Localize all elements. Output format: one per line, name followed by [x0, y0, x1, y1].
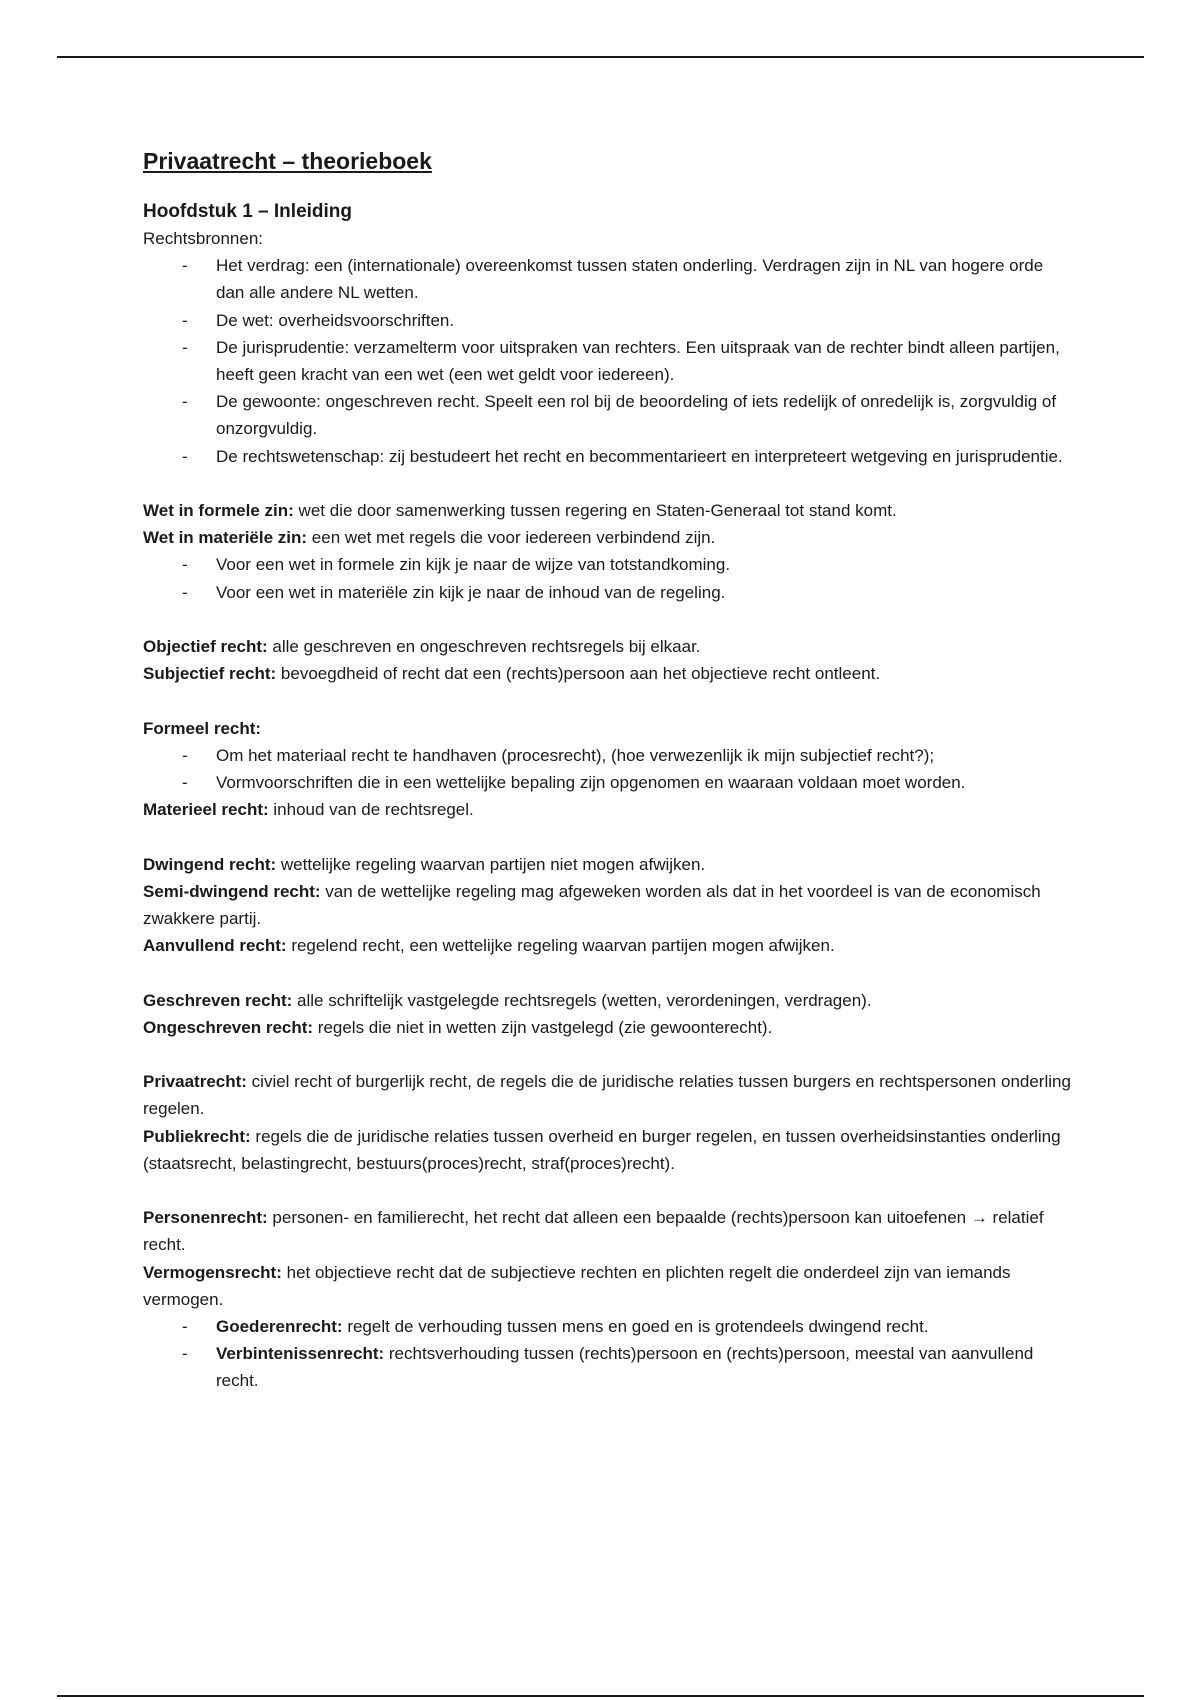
definition-publiekrecht: [143, 1123, 1073, 1177]
definition-dwingend-recht: [143, 851, 1073, 878]
list-item: - De gewoonte: ongeschreven recht. Speelt een rol bij de beoordeling of iets redelijk of onredelijk is, zorgvuldig of onzorgvuldig.: [216, 388, 1073, 442]
term-text: alle geschreven en ongeschreven rechtsregels bij elkaar.: [267, 637, 701, 657]
definition-geschreven-recht: [143, 987, 1073, 1014]
term-text: rechtsverhouding tussen (rechts)persoon en (rechts)persoon, meestal van aanvullend recht.: [216, 1344, 1034, 1391]
list-item: [216, 1313, 1073, 1340]
term-label: Geschreven recht:: [143, 990, 293, 1010]
definition-wet-formeel: [143, 497, 1073, 524]
definition-ongeschreven-recht: [143, 1014, 1073, 1041]
definition-privaatrecht: [143, 1068, 1073, 1122]
term-label: Dwingend recht:: [143, 854, 277, 874]
sources-list: [143, 252, 1073, 470]
term-label: Wet in formele zin:: [143, 501, 294, 521]
definition-materieel-recht: [143, 796, 1073, 823]
formeel-list: [143, 742, 1073, 796]
term-text: regels die niet in wetten zijn vastgelegd (zie gewoonterecht).: [313, 1017, 773, 1037]
list-item: - De jurisprudentie: verzamelterm voor uitspraken van rechters. Een uitspraak van de rechter bindt alleen partijen, heeft geen kracht van een wet (een wet geldt voor iedereen).: [216, 334, 1073, 388]
sources-heading: Rechtsbronnen:: [143, 229, 264, 248]
term-text: regelt de verhouding tussen mens en goed en is grotendeels dwingend recht.: [342, 1317, 929, 1337]
term-text: civiel recht of burgerlijk recht, de regels die de juridische relaties tussen burgers en rechtspersonen onderling regelen.: [143, 1072, 1071, 1119]
document-body: [143, 138, 1073, 1395]
definition-vermogensrecht: [143, 1259, 1073, 1313]
list-item: - De rechtswetenschap: zij bestudeert het recht en becommentarieert en interpreteert wetgeving en jurisprudentie.: [216, 443, 1073, 470]
document-title: Privaatrecht – theorieboek: [143, 148, 432, 174]
term-label: Ongeschreven recht:: [143, 1017, 314, 1037]
term-text: het objectieve recht dat de subjectieve rechten en plichten regelt die onderdeel zijn van iemands vermogen.: [143, 1262, 1011, 1309]
wet-list: [143, 551, 1073, 605]
term-label: Aanvullend recht:: [143, 936, 287, 956]
list-item: [216, 1340, 1073, 1394]
definition-aanvullend-recht: [143, 932, 1073, 959]
term-text: wettelijke regeling waarvan partijen niet mogen afwijken.: [276, 854, 706, 874]
term-label: Verbintenissenrecht:: [216, 1344, 385, 1364]
list-item: - Voor een wet in materiële zin kijk je naar de inhoud van de regeling.: [216, 579, 1073, 606]
term-text: personen- en familierecht, het recht dat alleen een bepaalde (rechts)persoon kan uitoefenen → relatief recht.: [143, 1208, 1044, 1255]
list-item: - Voor een wet in formele zin kijk je naar de wijze van totstandkoming.: [216, 551, 1073, 578]
definition-wet-materieel: [143, 524, 1073, 551]
term-label: Vermogensrecht:: [143, 1262, 282, 1282]
definition-semi-dwingend-recht: [143, 878, 1073, 932]
definition-personenrecht: [143, 1204, 1073, 1258]
term-label: Goederenrecht:: [216, 1317, 343, 1337]
term-label: Objectief recht:: [143, 637, 268, 657]
vermogensrecht-list: [143, 1313, 1073, 1395]
term-text: alle schriftelijk vastgelegde rechtsregels (wetten, verordeningen, verdragen).: [292, 990, 872, 1010]
footer-rule: [57, 1695, 1144, 1697]
term-text: wet die door samenwerking tussen regering en Staten-Generaal tot stand komt.: [293, 501, 897, 521]
list-item: - Vormvoorschriften die in een wettelijke bepaling zijn opgenomen en waaraan voldaan moet worden.: [216, 769, 1073, 796]
header-rule: [57, 56, 1144, 58]
term-text: bevoegdheid of recht dat een (rechts)persoon aan het objectieve recht ontleent.: [276, 664, 881, 684]
term-label: Materieel recht:: [143, 800, 269, 820]
term-text: van de wettelijke regeling mag afgeweken worden als dat in het voordeel is van de economisch zwakkere partij.: [143, 881, 1041, 929]
term-label: Semi-dwingend recht:: [143, 881, 321, 901]
list-item: - Het verdrag: een (internationale) overeenkomst tussen staten onderling. Verdragen zijn in NL van hogere orde dan alle andere NL wetten.: [216, 252, 1073, 306]
chapter-title: Hoofdstuk 1 – Inleiding: [143, 201, 353, 222]
term-label: Privaatrecht:: [143, 1072, 247, 1092]
term-text: een wet met regels die voor iedereen verbindend zijn.: [307, 528, 716, 548]
term-label: Personenrecht:: [143, 1208, 268, 1228]
definition-formeel-recht: Formeel recht:: [143, 718, 262, 738]
definition-objectief-recht: [143, 633, 1073, 660]
list-item: - Om het materiaal recht te handhaven (procesrecht), (hoe verwezenlijk ik mijn subjectief recht?);: [216, 742, 1073, 769]
term-label: Publiekrecht:: [143, 1126, 251, 1146]
term-label: Wet in materiële zin:: [143, 528, 308, 548]
definition-subjectief-recht: [143, 660, 1073, 687]
term-text: inhoud van de rechtsregel.: [268, 800, 474, 820]
term-label: Subjectief recht:: [143, 664, 277, 684]
term-text: regelend recht, een wettelijke regeling waarvan partijen mogen afwijken.: [286, 936, 835, 956]
list-item: - De wet: overheidsvoorschriften.: [216, 307, 1073, 334]
term-text: regels die de juridische relaties tussen overheid en burger regelen, en tussen overheidsinstanties onderling (staatsrecht, belastingrecht, bestuurs(proces)recht, straf(proces)recht).: [143, 1126, 1061, 1173]
